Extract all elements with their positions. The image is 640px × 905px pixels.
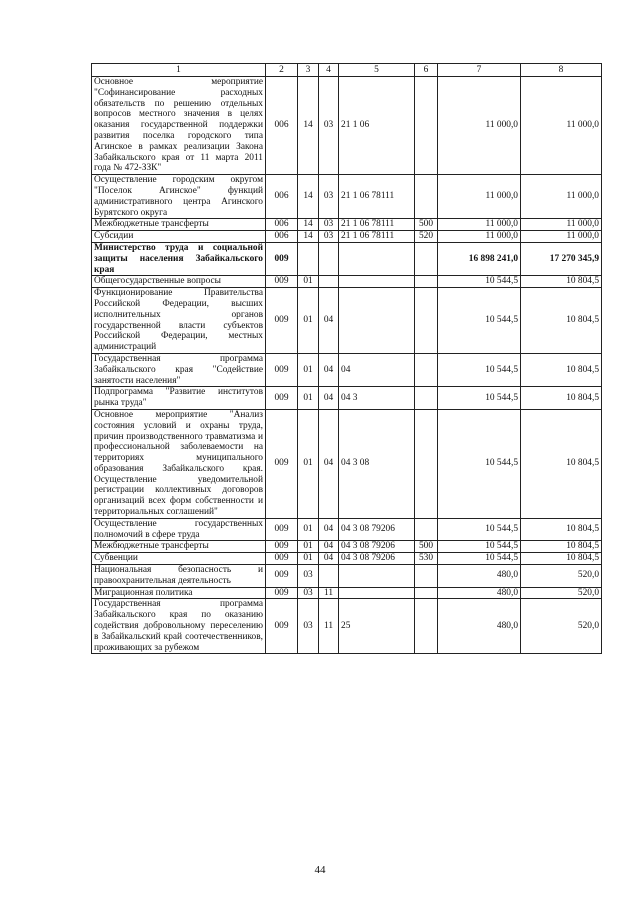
cell-target-article [339, 242, 415, 275]
budget-table [91, 63, 602, 654]
cell-amount-year-1: 16 898 241,0 [438, 242, 521, 275]
cell-subsection: 03 [319, 231, 339, 243]
cell-subsection: 04 [319, 409, 339, 518]
cell-amount-year-1: 10 544,5 [438, 288, 521, 354]
cell-ministry-code: 009 [266, 276, 298, 288]
cell-ministry-code: 009 [266, 288, 298, 354]
cell-subsection: 03 [319, 219, 339, 231]
cell-expense-type [415, 175, 438, 219]
table-row [92, 219, 602, 231]
row-name: Миграционная политика [92, 587, 266, 599]
cell-amount-year-2: 10 804,5 [521, 353, 602, 386]
cell-section: 01 [298, 553, 319, 565]
table-row [92, 387, 602, 410]
cell-amount-year-2: 10 804,5 [521, 288, 602, 354]
row-name: Субсидии [92, 231, 266, 243]
cell-amount-year-2: 10 804,5 [521, 276, 602, 288]
table-row [92, 541, 602, 553]
cell-target-article [339, 276, 415, 288]
cell-subsection [319, 242, 339, 275]
cell-amount-year-2: 10 804,5 [521, 518, 602, 541]
table-row [92, 565, 602, 588]
cell-section: 14 [298, 175, 319, 219]
row-name: Осуществление государственных полномочий в сфере труда [92, 518, 266, 541]
row-name: Осуществление городским округом "Поселок Агинское" функций административного центра Агинского Бурятского округа [92, 175, 266, 219]
cell-subsection: 03 [319, 77, 339, 175]
cell-amount-year-2: 520,0 [521, 587, 602, 599]
cell-expense-type: 500 [415, 219, 438, 231]
cell-expense-type [415, 77, 438, 175]
row-name: Министерство труда и социальной защиты населения Забайкальского края [92, 242, 266, 275]
cell-target-article [339, 288, 415, 354]
table-body [92, 77, 602, 654]
cell-target-article: 04 3 08 79206 [339, 553, 415, 565]
table-row [92, 553, 602, 565]
cell-subsection: 03 [319, 175, 339, 219]
table-row [92, 231, 602, 243]
cell-expense-type: 530 [415, 553, 438, 565]
cell-subsection: 04 [319, 387, 339, 410]
cell-target-article [339, 587, 415, 599]
row-name: Функционирование Правительства Российской Федерации, высших исполнительных органов государственной власти субъектов Российской Федерации, местных администраций [92, 288, 266, 354]
cell-ministry-code: 009 [266, 242, 298, 275]
cell-target-article: 25 [339, 599, 415, 654]
cell-expense-type [415, 587, 438, 599]
cell-ministry-code: 006 [266, 219, 298, 231]
table-row [92, 409, 602, 518]
cell-subsection: 11 [319, 587, 339, 599]
cell-amount-year-2: 11 000,0 [521, 231, 602, 243]
cell-ministry-code: 009 [266, 541, 298, 553]
cell-ministry-code: 009 [266, 353, 298, 386]
cell-amount-year-1: 480,0 [438, 565, 521, 588]
row-name: Основное мероприятие "Анализ состояния условий и охраны труда, причин производственного травматизма и профессиональной заболеваемости на территориях муниципального образования Забайкальского края. Осуществление уведомительной регистрации коллективных договоров организаций всех форм собственности и территориальных соглашений" [92, 409, 266, 518]
cell-expense-type [415, 599, 438, 654]
cell-expense-type [415, 565, 438, 588]
row-name: Субвенции [92, 553, 266, 565]
row-name: Государственная программа Забайкальского края по оказанию содействия добровольному переселению в Забайкальский край соотечественников, проживающих за рубежом [92, 599, 266, 654]
cell-section: 03 [298, 565, 319, 588]
cell-section: 01 [298, 353, 319, 386]
cell-target-article: 04 3 [339, 387, 415, 410]
table-row [92, 288, 602, 354]
row-name: Подпрограмма "Развитие институтов рынка труда" [92, 387, 266, 410]
cell-target-article: 21 1 06 78111 [339, 219, 415, 231]
cell-expense-type [415, 387, 438, 410]
cell-amount-year-2: 520,0 [521, 565, 602, 588]
cell-subsection: 04 [319, 553, 339, 565]
cell-subsection: 04 [319, 353, 339, 386]
cell-ministry-code: 009 [266, 387, 298, 410]
cell-target-article: 04 3 08 [339, 409, 415, 518]
column-header: 7 [438, 64, 521, 77]
cell-subsection [319, 565, 339, 588]
cell-subsection [319, 276, 339, 288]
page-number: 44 [314, 864, 326, 876]
cell-subsection: 04 [319, 288, 339, 354]
cell-ministry-code: 009 [266, 553, 298, 565]
column-header: 8 [521, 64, 602, 77]
cell-section: 01 [298, 541, 319, 553]
cell-subsection: 04 [319, 518, 339, 541]
cell-ministry-code: 009 [266, 518, 298, 541]
table-row [92, 276, 602, 288]
row-name: Основное мероприятие "Софинансирование расходных обязательств по решению отдельных вопросов местного значения в целях оказания государственной поддержки развития поселка городского типа Агинское в рамках реализации Закона Забайкальского края от 11 марта 2011 года № 472-ЗЗК" [92, 77, 266, 175]
cell-section: 14 [298, 219, 319, 231]
row-name: Общегосударственные вопросы [92, 276, 266, 288]
cell-subsection: 11 [319, 599, 339, 654]
row-name: Межбюджетные трансферты [92, 219, 266, 231]
cell-ministry-code: 009 [266, 409, 298, 518]
table-row [92, 242, 602, 275]
cell-section: 03 [298, 599, 319, 654]
cell-amount-year-1: 480,0 [438, 599, 521, 654]
row-name: Национальная безопасность и правоохранительная деятельность [92, 565, 266, 588]
cell-target-article: 21 1 06 78111 [339, 175, 415, 219]
cell-target-article: 04 3 08 79206 [339, 541, 415, 553]
cell-amount-year-1: 10 544,5 [438, 518, 521, 541]
cell-amount-year-2: 11 000,0 [521, 175, 602, 219]
cell-section: 01 [298, 409, 319, 518]
cell-section [298, 242, 319, 275]
table-row [92, 353, 602, 386]
cell-section: 01 [298, 288, 319, 354]
cell-amount-year-1: 10 544,5 [438, 541, 521, 553]
cell-expense-type: 500 [415, 541, 438, 553]
cell-section: 01 [298, 518, 319, 541]
table-row [92, 518, 602, 541]
cell-target-article [339, 565, 415, 588]
cell-amount-year-1: 480,0 [438, 587, 521, 599]
header-row [92, 64, 602, 77]
cell-amount-year-2: 10 804,5 [521, 387, 602, 410]
table-row [92, 77, 602, 175]
column-header: 1 [92, 64, 266, 77]
cell-amount-year-2: 11 000,0 [521, 77, 602, 175]
cell-ministry-code: 009 [266, 599, 298, 654]
cell-target-article: 21 1 06 [339, 77, 415, 175]
cell-subsection: 04 [319, 541, 339, 553]
cell-amount-year-2: 17 270 345,9 [521, 242, 602, 275]
table-row [92, 587, 602, 599]
cell-amount-year-1: 11 000,0 [438, 77, 521, 175]
cell-amount-year-1: 10 544,5 [438, 409, 521, 518]
cell-expense-type [415, 276, 438, 288]
cell-target-article: 04 [339, 353, 415, 386]
table-row [92, 599, 602, 654]
cell-expense-type [415, 353, 438, 386]
cell-expense-type [415, 409, 438, 518]
cell-amount-year-1: 11 000,0 [438, 231, 521, 243]
cell-amount-year-1: 11 000,0 [438, 219, 521, 231]
cell-expense-type [415, 518, 438, 541]
cell-amount-year-2: 10 804,5 [521, 541, 602, 553]
cell-amount-year-1: 10 544,5 [438, 553, 521, 565]
cell-ministry-code: 009 [266, 565, 298, 588]
cell-ministry-code: 009 [266, 587, 298, 599]
cell-expense-type [415, 242, 438, 275]
cell-expense-type [415, 288, 438, 354]
cell-amount-year-2: 520,0 [521, 599, 602, 654]
row-name: Государственная программа Забайкальского края "Содействие занятости населения" [92, 353, 266, 386]
cell-target-article: 21 1 06 78111 [339, 231, 415, 243]
column-header: 2 [266, 64, 298, 77]
cell-amount-year-2: 10 804,5 [521, 409, 602, 518]
cell-section: 01 [298, 276, 319, 288]
cell-target-article: 04 3 08 79206 [339, 518, 415, 541]
cell-amount-year-2: 10 804,5 [521, 553, 602, 565]
cell-section: 14 [298, 77, 319, 175]
cell-amount-year-1: 10 544,5 [438, 276, 521, 288]
cell-expense-type: 520 [415, 231, 438, 243]
row-name: Межбюджетные трансферты [92, 541, 266, 553]
column-header: 5 [339, 64, 415, 77]
cell-section: 01 [298, 387, 319, 410]
cell-section: 03 [298, 587, 319, 599]
cell-amount-year-1: 10 544,5 [438, 353, 521, 386]
cell-ministry-code: 006 [266, 231, 298, 243]
table-row [92, 175, 602, 219]
column-header: 3 [298, 64, 319, 77]
column-header: 4 [319, 64, 339, 77]
column-header: 6 [415, 64, 438, 77]
cell-ministry-code: 006 [266, 77, 298, 175]
cell-section: 14 [298, 231, 319, 243]
cell-ministry-code: 006 [266, 175, 298, 219]
cell-amount-year-1: 10 544,5 [438, 387, 521, 410]
cell-amount-year-2: 11 000,0 [521, 219, 602, 231]
cell-amount-year-1: 11 000,0 [438, 175, 521, 219]
